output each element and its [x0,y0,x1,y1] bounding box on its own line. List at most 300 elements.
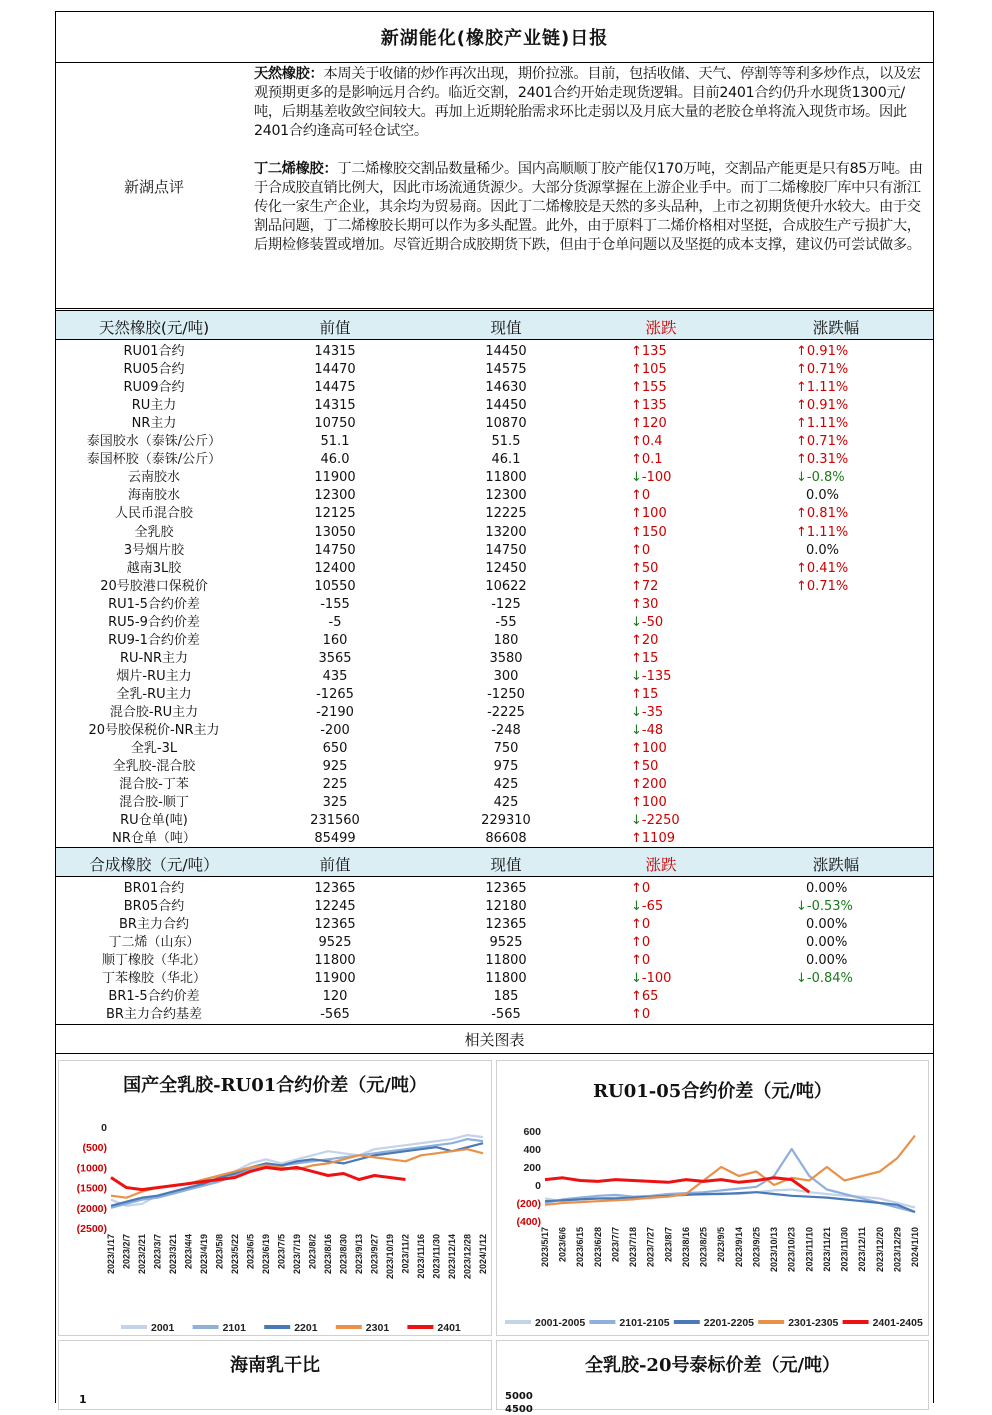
row-change [631,596,701,614]
row-change [631,880,701,898]
arrow-down-icon: ↓ [631,668,642,684]
row-name: 全乳胶-混合胶 [112,759,196,775]
nr-row [56,343,933,361]
charts-caption: 相关图表 [56,1024,933,1054]
comment-section [56,63,933,309]
chart-4-ytick-2: 4500 [505,1404,533,1415]
row-cur: 11800 [485,470,527,486]
report-title: 新湖能化(橡胶产业链)日报 [56,12,933,63]
arrow-up-icon: ↑ [631,434,642,450]
row-prev: 325 [322,795,348,811]
row-cur: -55 [495,614,517,630]
row-change [631,578,701,596]
row-change-value: 30 [641,596,659,612]
row-pct [796,542,876,560]
row-change-value: 15 [641,686,659,702]
row-change [631,542,701,560]
x-tick-label: 2023/5/22 [230,1234,240,1275]
x-tick-label: 2023/3/7 [152,1234,163,1270]
row-change-value: 100 [641,795,667,811]
nr-row [56,632,933,650]
row-prev: 925 [322,759,348,775]
y-tick-label: (1500) [76,1182,107,1195]
row-change [631,970,701,988]
row-pct-value: 1.11% [806,524,849,540]
row-pct [796,578,876,596]
row-cur: 12180 [485,899,527,915]
comment-nr-body: 本周关于收储的炒作再次出现，期价拉涨。目前，包括收储、天气、停割等等利多炒作点，以及宏观预期更多的是影响远月合约。临近交割，2401合约开始走现货逻辑。目前2401合约仍升水现货1300元/吨，后期基差收敛空间较大。再加上近期轮胎需求环比走弱以及月底大量的老胶仓单将流入现货市场。因此2401合约逢高可轻仓试空。 [254,66,921,139]
row-cur: 11800 [485,953,527,969]
x-tick-label: 2023/11/21 [821,1227,832,1272]
row-pct [796,952,876,970]
legend-label: 2201 [294,1322,318,1334]
row-pct [796,487,876,505]
row-pct-value: 0.71% [806,578,849,594]
x-tick-label: 2023/2/21 [137,1234,147,1275]
arrow-down-icon: ↓ [631,813,642,829]
row-change-value: 50 [641,560,659,576]
x-tick-label: 2023/9/27 [369,1234,380,1275]
x-tick-label: 2023/9/13 [354,1234,364,1275]
row-prev: -565 [320,1007,350,1023]
arrow-up-icon: ↑ [631,935,642,951]
x-tick-label: 2023/8/2 [307,1234,318,1270]
series-line-2401 [111,1167,406,1189]
row-change [631,415,701,433]
x-tick-label: 2023/6/19 [261,1234,271,1275]
nr-row [56,722,933,740]
arrow-up-icon: ↑ [631,362,642,378]
row-cur: 14750 [485,542,527,558]
x-tick-label: 2023/6/6 [557,1227,568,1263]
nr-row [56,560,933,578]
row-pct-value: 0.0% [806,542,840,558]
row-prev: 12245 [314,899,356,915]
x-tick-label: 2023/12/11 [857,1227,868,1272]
nr-row [56,650,933,668]
comment-label: 新湖点评 [123,177,184,196]
arrow-up-icon: ↑ [631,917,642,933]
x-tick-label: 2023/11/30 [839,1227,850,1272]
row-pct [796,361,876,379]
row-pct-value: 0.91% [806,344,849,359]
row-change [631,487,701,505]
x-tick-label: 2023/9/5 [716,1227,727,1263]
x-tick-label: 2023/9/14 [733,1227,744,1268]
nr-row [56,740,933,758]
row-change-value: 0 [641,881,651,896]
row-cur: 975 [493,759,519,775]
nr-row [56,794,933,812]
x-tick-label: 2023/9/25 [751,1227,762,1268]
arrow-up-icon: ↑ [631,989,642,1005]
row-change-value: -100 [641,971,672,987]
br-header-prev: 前值 [319,856,351,874]
nr-table-header [56,310,933,340]
row-prev: 14750 [314,542,356,558]
chart-title-3: 海南乳干比 [230,1355,320,1376]
arrow-up-icon: ↑ [631,506,642,522]
arrow-up-icon: ↑ [631,953,642,969]
row-pct [796,880,876,898]
nr-row [56,524,933,542]
row-prev: 12365 [314,881,356,896]
arrow-up-icon: ↑ [631,650,642,666]
x-tick-label: 2023/11/10 [804,1227,815,1272]
row-change [631,758,701,776]
row-cur: 12300 [485,488,527,504]
row-name: 全乳-3L [130,741,178,757]
row-pct [796,415,876,433]
row-prev: 3565 [318,650,352,666]
arrow-up-icon: ↑ [796,380,807,396]
row-prev: 160 [322,632,348,648]
arrow-up-icon: ↑ [796,560,807,576]
x-tick-label: 2023/7/7 [610,1227,621,1263]
row-name: BR01合约 [123,881,185,896]
y-tick-label: (1000) [76,1162,107,1175]
row-prev: 12365 [314,917,356,933]
row-name: 丁苯橡胶（华北） [101,971,206,987]
br-row [56,952,933,970]
row-name: 3号烟片胶 [123,542,185,558]
row-name: BR主力合约 [119,917,189,933]
y-tick-label: 400 [523,1144,541,1156]
row-change [631,451,701,469]
arrow-up-icon: ↑ [631,398,642,414]
legend-label: 2001 [151,1322,175,1334]
x-tick-label: 2023/7/18 [628,1227,639,1268]
arrow-up-icon: ↑ [631,1007,642,1023]
row-pct-value: 0.00% [806,881,848,896]
row-cur: 750 [493,741,519,757]
br-header-name: 合成橡胶（元/吨） [89,856,219,874]
arrow-up-icon: ↑ [631,524,642,540]
row-pct [796,451,876,469]
row-change-value: 1109 [641,831,675,847]
row-name: 越南3L胶 [126,560,182,576]
row-cur: 11800 [485,971,527,987]
y-tick-label: (500) [82,1142,107,1155]
row-name: BR主力合约基差 [106,1007,202,1023]
br-row [56,916,933,934]
row-change-value: -2250 [641,813,680,829]
row-change [631,650,701,668]
row-change-value: 155 [641,380,667,396]
row-cur: 86608 [485,831,527,847]
row-cur: 12365 [485,881,527,896]
arrow-down-icon: ↓ [631,470,642,486]
row-cur: -248 [491,723,521,739]
row-name: 混合胶-丁苯 [119,777,189,793]
x-tick-label: 2023/1/17 [106,1234,116,1275]
arrow-up-icon: ↑ [631,831,642,847]
row-name: 混合胶-顺丁 [119,795,189,811]
row-change-value: -65 [641,899,664,915]
nr-row [56,758,933,776]
row-change-value: 0.4 [641,434,663,450]
row-change-value: 100 [641,741,667,757]
row-prev: -200 [320,723,350,739]
row-change [631,934,701,952]
chart-4-ytick-1: 5000 [505,1391,533,1402]
row-cur: 14575 [485,362,527,378]
arrow-up-icon: ↑ [796,452,807,468]
chart-title-2: RU01-05合约价差（元/吨） [593,1081,832,1102]
chart-1 [59,1061,493,1337]
nr-row [56,614,933,632]
row-prev: 12400 [314,560,356,576]
arrow-down-icon: ↓ [631,723,642,739]
row-pct-value: 1.11% [806,380,849,396]
x-tick-label: 2023/5/8 [214,1234,225,1270]
row-prev: 51.1 [320,434,350,450]
row-change [631,686,701,704]
chart-panel-3 [58,1340,492,1410]
arrow-up-icon: ↑ [631,759,642,775]
row-cur: 425 [493,777,519,793]
x-tick-label: 2024/1/12 [478,1234,488,1275]
report-sheet [55,11,934,1415]
legend-label: 2401 [437,1322,461,1334]
x-tick-label: 2023/8/16 [323,1234,333,1275]
row-cur: 12450 [485,560,527,576]
row-pct-value: 0.91% [806,398,849,414]
arrow-down-icon: ↓ [631,705,642,720]
row-cur: 300 [493,668,519,684]
row-cur: 9525 [489,935,523,951]
row-name: RU5-9合约价差 [108,614,200,630]
comment-br-body: 丁二烯橡胶交割品数量稀少。国内高顺顺丁胶产能仅170万吨，交割品产能更是只有85万吨。由于合成胶直销比例大，因此市场流通货源少。大部分货源掌握在上游企业手中。而丁二烯橡胶厂库中只有浙江传化一家生产企业，其余均为贸易商。因此丁二烯橡胶是天然的多头品种，上市之初期货便升水较大。由于交割品问题，丁二烯橡胶长期可以作为多头配置。此外，由于原料丁二烯价格相对坚挺，合成胶生产亏损扩大，后期检修装置或增加。尽管近期合成胶期货下跌，但由于仓单问题以及坚挺的成本支撑，建议仍可尝试做多。 [254,161,923,253]
legend-label: 2001-2005 [535,1317,586,1329]
row-change-value: 135 [641,344,667,359]
row-cur: 46.1 [491,452,521,468]
row-change-value: 200 [641,777,667,793]
row-prev: 225 [322,777,348,793]
row-name: 泰国胶水（泰铢/公斤） [86,434,222,450]
arrow-up-icon: ↑ [631,777,642,793]
row-pct-value: 0.31% [806,452,849,468]
row-change [631,433,701,451]
row-pct [796,560,876,578]
legend-label: 2301 [365,1322,390,1334]
x-tick-label: 2023/4/19 [199,1234,209,1275]
nr-row [56,487,933,505]
row-change [631,988,701,1006]
row-change-value: 135 [641,398,667,414]
row-name: 全乳胶 [134,524,174,540]
nr-row [56,361,933,379]
arrow-up-icon: ↑ [796,524,807,540]
row-name: RU01合约 [123,344,185,359]
nr-row [56,451,933,469]
chart-panel-1 [58,1060,492,1336]
row-cur: 3580 [489,650,523,666]
chart-title-4: 全乳胶-20号泰标价差（元/吨） [584,1355,841,1376]
nr-header-pct: 涨跌幅 [812,319,860,337]
row-change [631,812,701,830]
row-change-value: -135 [641,668,672,684]
row-pct [796,433,876,451]
arrow-down-icon: ↓ [796,899,807,915]
row-pct-value: 0.00% [806,935,848,951]
arrow-up-icon: ↑ [631,488,642,504]
row-pct-value: 0.81% [806,506,849,522]
br-header-change: 涨跌 [645,856,677,874]
row-pct-value: -0.84% [806,971,853,987]
row-pct [796,898,876,916]
br-header-pct: 涨跌幅 [812,856,860,874]
x-tick-label: 2023/10/23 [786,1227,797,1273]
row-prev: 14475 [314,380,356,396]
nr-row [56,415,933,433]
arrow-up-icon: ↑ [631,795,642,811]
nr-row [56,397,933,415]
row-cur: 185 [493,989,519,1005]
row-change [631,361,701,379]
row-pct [796,934,876,952]
row-cur: 10622 [485,578,527,594]
row-prev: 10550 [314,578,356,594]
row-cur: 10870 [485,416,527,432]
y-tick-label: (2000) [76,1202,107,1215]
br-row [56,988,933,1006]
y-tick-label: (400) [516,1216,541,1228]
br-row [56,934,933,952]
row-pct [796,524,876,542]
arrow-up-icon: ↑ [796,578,807,594]
x-tick-label: 2023/7/5 [276,1234,287,1270]
nr-row [56,776,933,794]
legend-label: 2301-2305 [788,1317,839,1329]
arrow-up-icon: ↑ [796,398,807,414]
row-cur: 229310 [481,813,531,829]
nr-row [56,830,933,848]
row-pct [796,916,876,934]
arrow-up-icon: ↑ [631,542,642,558]
row-name: RU1-5合约价差 [108,596,200,612]
arrow-up-icon: ↑ [631,632,642,648]
y-tick-label: 0 [535,1180,541,1192]
x-tick-label: 2023/8/25 [698,1227,709,1268]
arrow-up-icon: ↑ [631,344,642,359]
row-prev: 14315 [314,344,356,359]
nr-row [56,433,933,451]
arrow-up-icon: ↑ [631,416,642,432]
nr-row [56,596,933,614]
row-pct [796,343,876,361]
row-name: 云南胶水 [127,470,180,486]
row-change [631,379,701,397]
series-line-2301 [111,1149,483,1198]
row-prev: 11900 [314,470,356,486]
row-prev: -2190 [316,705,354,720]
br-table-body [56,880,933,1025]
comment-paragraph-br [254,160,930,255]
row-pct-value: 1.11% [806,416,849,432]
row-pct-value: 0.00% [806,917,848,933]
row-change-value: 0 [641,1007,651,1023]
arrow-up-icon: ↑ [631,881,642,896]
row-prev: -1265 [316,686,354,702]
row-change [631,704,701,722]
row-name: NR主力 [131,416,177,432]
row-name: 海南胶水 [127,488,180,504]
row-prev: 231560 [310,813,360,829]
row-pct [796,505,876,523]
row-cur: 14450 [485,398,527,414]
x-tick-label: 2023/11/2 [400,1234,411,1274]
row-name: 20号胶港口保税价 [100,578,208,594]
row-change [631,560,701,578]
legend-label: 2201-2205 [703,1317,755,1329]
row-cur: -565 [491,1007,521,1023]
y-tick-label: (200) [516,1198,541,1210]
x-tick-label: 2023/6/28 [592,1227,603,1268]
y-tick-label: (2500) [76,1223,107,1235]
row-prev: -5 [328,614,342,630]
row-name: BR1-5合约价差 [108,989,200,1005]
row-change-value: -35 [641,705,664,720]
x-tick-label: 2023/8/16 [680,1227,691,1268]
chart-title-1: 国产全乳胶-RU01合约价差（元/吨） [123,1075,427,1096]
y-tick-label: 600 [523,1126,541,1138]
row-change-value: 150 [641,524,667,540]
row-change [631,740,701,758]
row-change [631,632,701,650]
row-prev: 46.0 [320,452,350,468]
row-change-value: 15 [641,650,659,666]
row-name: 顺丁橡胶（华北） [101,953,206,969]
row-change-value: -50 [641,614,664,630]
row-change-value: 0.1 [641,452,663,468]
row-change-value: 72 [641,578,659,594]
row-pct-value: -0.53% [806,899,853,915]
arrow-up-icon: ↑ [796,362,807,378]
nr-table-body [56,343,933,848]
row-name: BR05合约 [123,899,185,915]
row-cur: 13200 [485,524,527,540]
row-cur: 180 [493,632,519,648]
row-pct [796,379,876,397]
x-tick-label: 2023/12/14 [447,1234,457,1280]
x-tick-label: 2023/12/20 [874,1227,885,1273]
row-prev: -155 [320,596,350,612]
arrow-down-icon: ↓ [631,971,642,987]
nr-row [56,469,933,487]
row-change-value: 0 [641,488,651,504]
x-tick-label: 2023/8/30 [338,1234,349,1275]
row-name: 丁二烯（山东） [108,935,200,951]
arrow-up-icon: ↑ [796,506,807,522]
row-change [631,1006,701,1024]
row-prev: 11800 [314,953,356,969]
row-name: RU05合约 [123,362,185,378]
row-change-value: 20 [641,632,659,648]
nr-row [56,812,933,830]
nr-row [56,578,933,596]
arrow-up-icon: ↑ [796,434,807,450]
x-tick-label: 2023/7/27 [645,1227,656,1268]
legend-label: 2101-2105 [619,1317,670,1329]
arrow-up-icon: ↑ [631,380,642,396]
row-pct-value: 0.71% [806,362,849,378]
row-change [631,505,701,523]
arrow-up-icon: ↑ [796,416,807,432]
chart-2 [497,1061,930,1337]
arrow-down-icon: ↓ [796,470,807,486]
row-change [631,830,701,848]
